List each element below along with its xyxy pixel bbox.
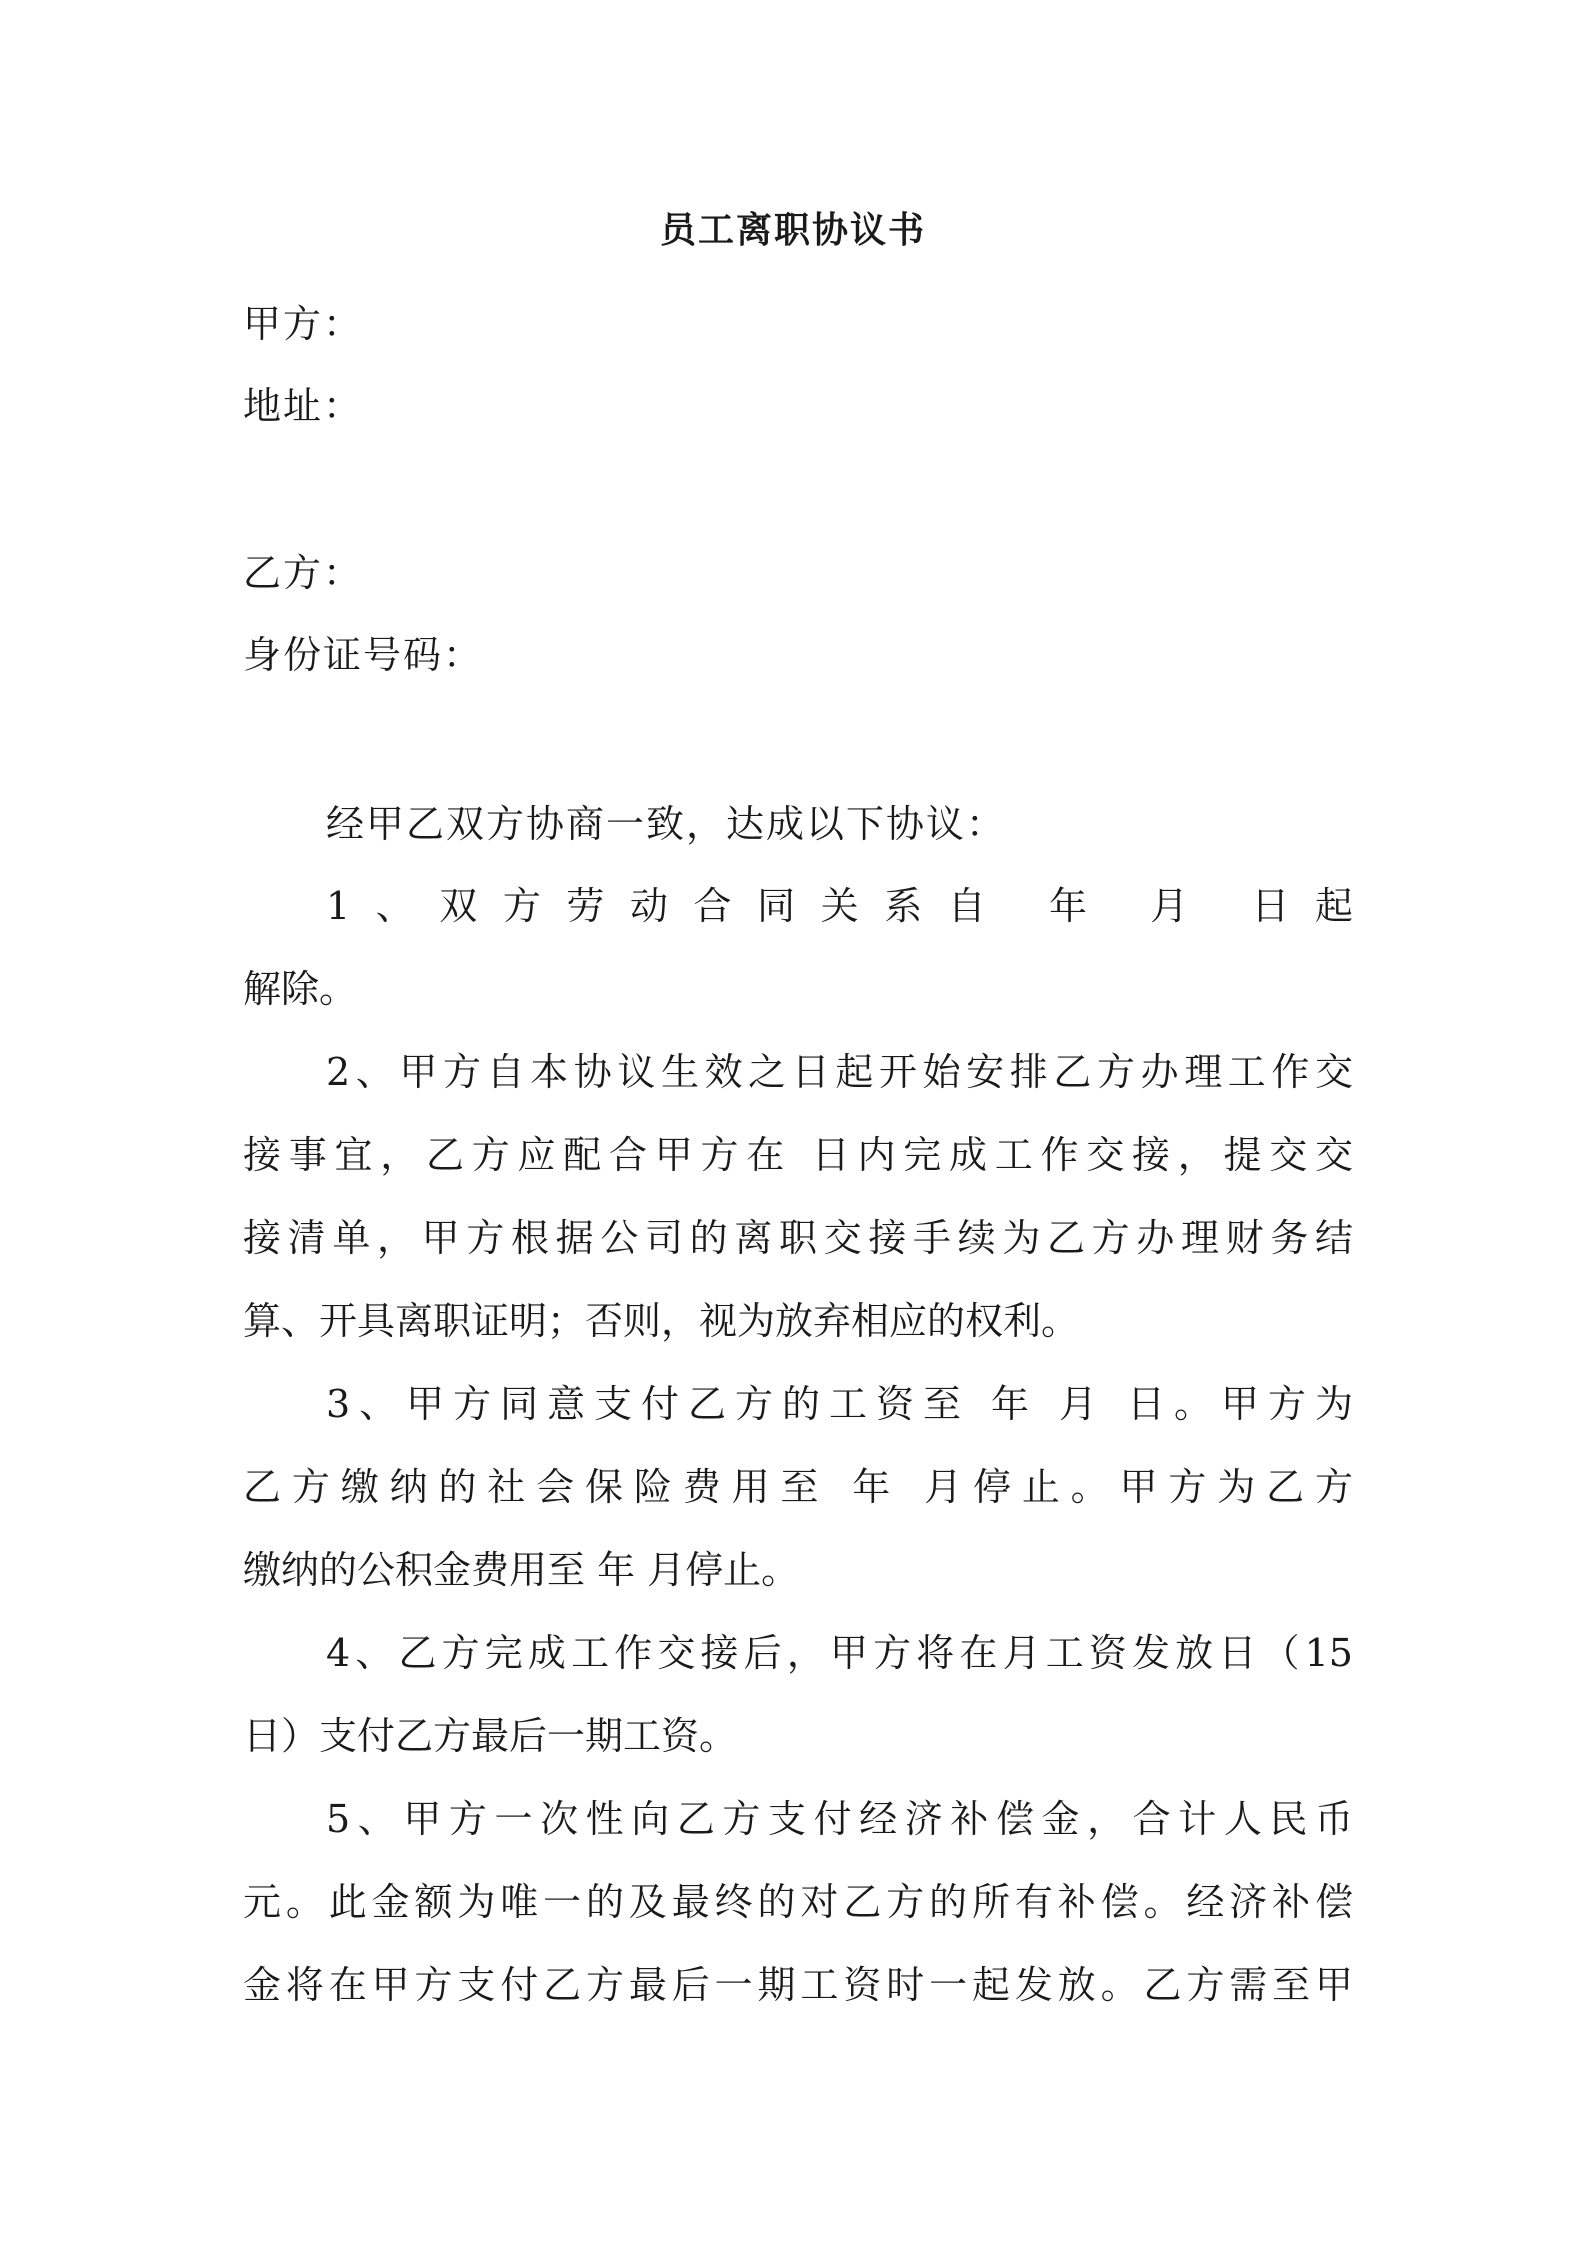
clause-4-line-1: 4、乙方完成工作交接后，甲方将在月工资发放日（15	[326, 1631, 1353, 1675]
clause-3-line-3: 缴纳的公积金费用至 年 月停止。	[243, 1548, 800, 1592]
clause-1-line-2: 解除。	[243, 967, 358, 1011]
clause-5-line-1: 5、甲方一次性向乙方支付经济补偿金，合计人民币	[326, 1797, 1353, 1841]
clause-2-line-2: 接事宜，乙方应配合甲方在 日内完成工作交接，提交交	[243, 1133, 1353, 1177]
document-title: 员工离职协议书	[659, 210, 926, 251]
clause-2-line-1: 2、甲方自本协议生效之日起开始安排乙方办理工作交	[326, 1050, 1353, 1094]
clause-2-line-4: 算、开具离职证明；否则，视为放弃相应的权利。	[243, 1299, 1080, 1343]
clause-1-line-1: 1、双方劳动合同关系自 年 月 日起	[326, 884, 1353, 928]
clause-3-line-1: 3、甲方同意支付乙方的工资至 年 月 日。甲方为	[326, 1382, 1353, 1426]
party-a-label: 甲方：	[243, 302, 364, 346]
clause-5-line-3: 金将在甲方支付乙方最后一期工资时一起发放。乙方需至甲	[243, 1963, 1353, 2007]
id-number-label: 身份证号码：	[243, 633, 484, 677]
clause-4-line-2: 日）支付乙方最后一期工资。	[243, 1714, 738, 1758]
clause-5-line-2: 元。此金额为唯一的及最终的对乙方的所有补偿。经济补偿	[243, 1880, 1353, 1924]
intro-sentence: 经甲乙双方协商一致，达成以下协议：	[326, 802, 1007, 846]
address-label: 地址：	[243, 384, 364, 428]
party-b-label: 乙方：	[243, 551, 364, 595]
clause-2-line-3: 接清单，甲方根据公司的离职交接手续为乙方办理财务结	[243, 1216, 1353, 1260]
clause-3-line-2: 乙方缴纳的社会保险费用至 年 月停止。甲方为乙方	[243, 1465, 1353, 1509]
